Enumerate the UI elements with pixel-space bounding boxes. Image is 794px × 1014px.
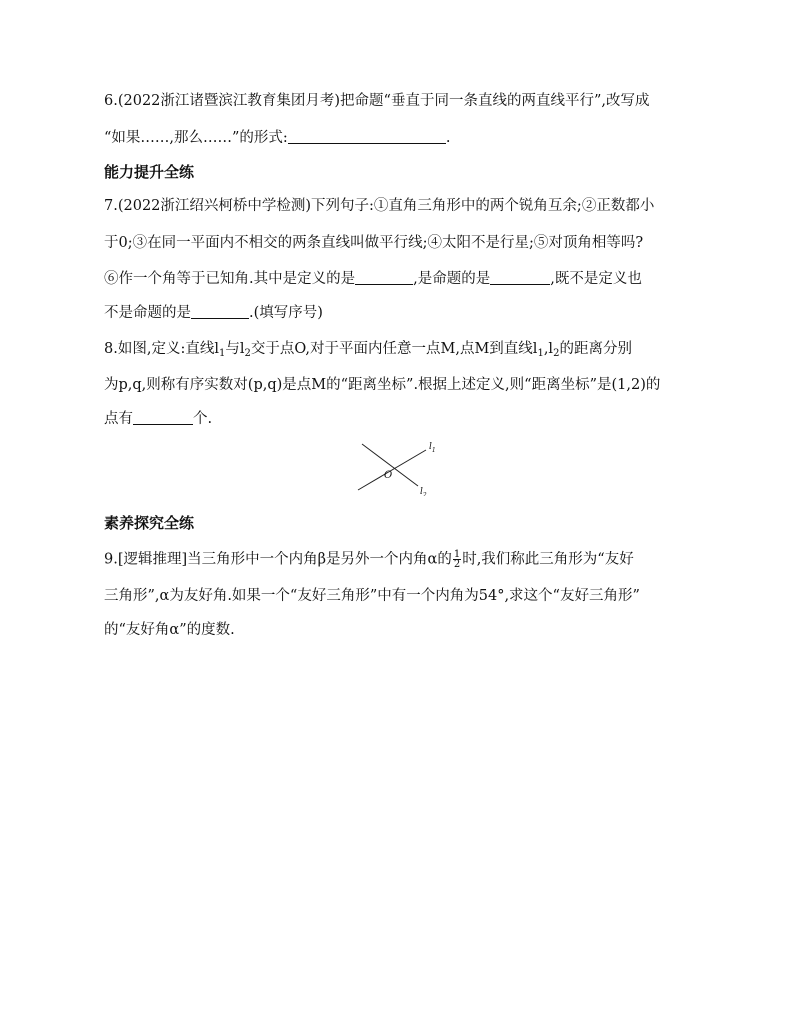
label-l2 [420, 487, 427, 496]
label-O: O [384, 470, 393, 481]
q7-text-3b: ,是命题的是 [413, 271, 491, 287]
q8-line-2 [104, 376, 660, 394]
q7-definition-blank[interactable] [355, 270, 413, 285]
q6-answer-blank[interactable] [288, 129, 446, 144]
q9-line-1 [104, 550, 634, 569]
q8-answer-blank[interactable] [133, 410, 193, 425]
q7-proposition-blank[interactable] [490, 270, 550, 285]
label-l2-letter: l [420, 487, 423, 496]
one-half-fraction [453, 550, 461, 569]
q8-sub-2: 2 [244, 348, 251, 359]
q7-text-4a: 不是命题的是 [104, 305, 191, 321]
q8-text-1b: 与l [225, 341, 245, 357]
q7-line-1 [104, 197, 654, 215]
q8-text-1c: 交于点O,对于平面内任意一点M,点M到直线l [250, 341, 538, 357]
q6-line-2 [104, 129, 450, 147]
q7-text-4b: .(填写序号) [249, 305, 323, 321]
q7-text-1: 7.(2022浙江绍兴柯桥中学检测)下列句子:①直角三角形中的两个锐角互余;②正数都小 [104, 198, 655, 214]
q7-text-3c: ,既不是定义也 [550, 271, 642, 287]
q8-sub-1: 1 [218, 348, 226, 359]
q6-text-2: “如果……,那么……”的形式: [104, 130, 288, 146]
q7-neither-blank[interactable] [191, 304, 249, 319]
q6-period: . [445, 130, 451, 146]
q7-line-4 [104, 304, 323, 322]
q7-line-2 [104, 234, 643, 252]
section-heading-inquiry: 素养探究全练 [104, 514, 195, 532]
q9-line-2 [104, 587, 640, 605]
q8-text-2: 为p,q,则称有序实数对(p,q)是点M的“距离坐标”.根据上述定义,则“距离坐标”是(1,2)的 [104, 377, 661, 393]
q7-text-3a: ⑥作一个角等于已知角.其中是定义的是 [104, 271, 356, 287]
q8-text-3a: 点有 [104, 411, 133, 427]
q8-text-3b: 个. [193, 411, 213, 427]
fraction-numerator: 1 [453, 549, 461, 560]
q9-text-1a: 9.[逻辑推理]当三角形中一个内角β是另外一个内角α的 [104, 551, 452, 568]
label-l1-sub: 1 [431, 447, 436, 454]
q9-text-3: 的“友好角α”的度数. [104, 622, 235, 638]
q8-text-1a: 8.如图,定义:直线l [104, 341, 219, 357]
fraction-denominator: 2 [453, 559, 461, 570]
q8-text-1d: ,l [543, 341, 554, 357]
q9-text-2: 三角形”,α为友好角.如果一个“友好三角形”中有一个内角为54°,求这个“友好三角形” [104, 588, 640, 604]
q8-intersecting-lines-figure [352, 438, 444, 496]
label-l1-letter: l [429, 442, 432, 452]
q9-text-1b: 时,我们称此三角形为“友好 [462, 551, 634, 568]
label-l2-sub: 2 [422, 492, 427, 496]
q9-line-3 [104, 621, 235, 639]
q8-line-1 [104, 340, 632, 363]
q7-line-3 [104, 270, 642, 288]
q6-text: 6.(2022浙江诸暨滨江教育集团月考)把命题“垂直于同一条直线的两直线平行”,改写成 [104, 93, 650, 109]
q8-sub-4: 2 [553, 348, 560, 359]
q8-text-1e: 的距离分别 [559, 341, 632, 357]
q8-sub-3: 1 [537, 348, 544, 359]
section-heading-ability: 能力提升全练 [104, 163, 195, 181]
q6-line-1 [104, 92, 649, 110]
q8-line-3 [104, 410, 212, 428]
label-l1 [429, 442, 436, 454]
q7-text-2: 于0;③在同一平面内不相交的两条直线叫做平行线;④太阳不是行星;⑤对顶角相等吗? [104, 235, 644, 251]
